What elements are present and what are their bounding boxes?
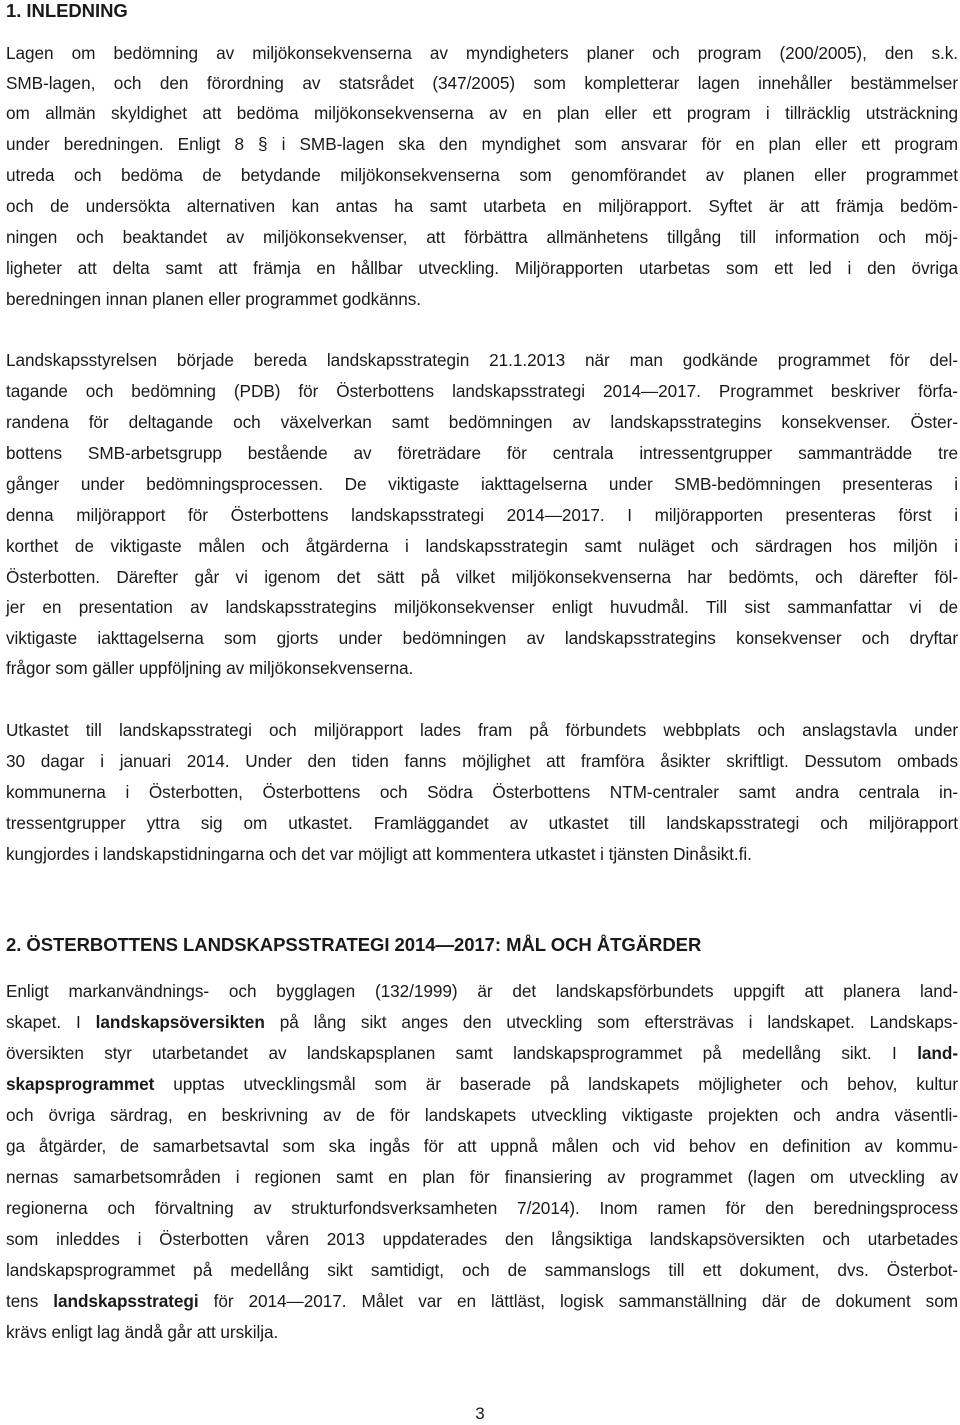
paragraph-4-line-10: landskapsprogrammet på medellång sikt samtidigt, och de sammanslogs till ett dokument, dvs. Österbot- [6,1260,958,1280]
paragraph-4-line-4: skapsprogrammet upptas utvecklingsmål som är baserade på landskapets möjligheter och behov, kultur [6,1074,958,1094]
paragraph-4-line-1: Enligt markanvändnings- och bygglagen (132/1999) är det landskapsförbundets uppgift att planera land- [6,981,958,1001]
paragraph-4-line-6: ga åtgärder, de samarbetsavtal som ska ingås för att uppnå målen och vid behov en definition av kommu- [6,1136,958,1156]
paragraph-3-line-1: Utkastet till landskapsstrategi och miljörapport lades fram på förbundets webbplats och anslagstavla under [6,720,958,740]
paragraph-4-line-12: krävs enligt lag ändå går att urskilja. [6,1322,279,1342]
paragraph-2-line-9: jer en presentation av landskapsstrategins miljökonsekvenser enligt huvudmål. Till sist sammanfattar vi de [6,597,958,617]
paragraph-4-line-2: skapet. I landskapsöversikten på lång sikt anges den utveckling som eftersträvas i landskapet. Landskaps- [6,1012,958,1032]
paragraph-1-line-7: ningen och beaktandet av miljökonsekvenser, att förbättra allmänhetens tillgång till information och möj- [6,227,958,247]
paragraph-2-line-2: tagande och bedömning (PDB) för Österbottens landskapsstrategi 2014—2017. Programmet beskriver förfa- [6,381,958,401]
paragraph-2-line-6: denna miljörapport för Österbottens landskapsstrategi 2014—2017. I miljörapporten presenteras först i [6,505,958,525]
section-heading-1: 1. INLEDNING [6,0,128,21]
paragraph-2-line-3: randena för deltagande och växelverkan samt bedömningen av landskapsstrategins konsekvenser. Öster- [6,412,958,432]
term-landskapsstrategi: landskapsstrategi [53,1291,199,1311]
section-heading-2: 2. ÖSTERBOTTENS LANDSKAPSSTRATEGI 2014—2017: MÅL OCH ÅTGÄRDER [6,934,702,955]
paragraph-3-line-2: 30 dagar i januari 2014. Under den tiden fanns möjlighet att framföra åsikter skriftligt. Dessutom ombads [6,751,958,771]
paragraph-4-line-11: tens landskapsstrategi för 2014—2017. Målet var en lättläst, logisk sammanställning där de dokument som [6,1291,958,1311]
paragraph-4-line-8: regionerna och förvaltning av strukturfondsverksamheten 7/2014). Inom ramen för den beredningsprocess [6,1198,958,1218]
paragraph-1-line-2: SMB-lagen, och den förordning av statsrådet (347/2005) som kompletterar lagen innehåller bestämmelser [6,73,958,93]
paragraph-1-line-5: utreda och bedöma de betydande miljökonsekvenserna som genomförandet av planen eller programmet [6,165,958,185]
page-number: 3 [475,1404,485,1423]
term-landskapsoversikten: landskapsöversikten [95,1012,265,1032]
paragraph-2-line-11: frågor som gäller uppföljning av miljökonsekvenserna. [6,658,414,678]
paragraph-4-line-7: nernas samarbetsområden i regionen samt en plan för finansiering av programmet (lagen om utveckling av [6,1167,958,1187]
paragraph-1-line-1: Lagen om bedömning av miljökonsekvenserna av myndigheters planer och program (200/2005), den s.k. [6,43,958,63]
paragraph-1-line-6: och de undersökta alternativen kan antas ha samt utarbeta en miljörapport. Syftet är att främja bedöm- [6,196,958,216]
paragraph-2-line-1: Landskapsstyrelsen började bereda landskapsstrategin 21.1.2013 när man godkände programmet för del- [6,350,958,370]
paragraph-1-line-3: om allmän skyldighet att bedöma miljökonsekvenserna av en plan eller ett program i tillräcklig utsträckning [6,103,958,123]
paragraph-4-line-9: som inleddes i Österbotten våren 2013 uppdaterades den långsiktiga landskapsöversikten och utarbetades [6,1229,958,1249]
paragraph-1-line-8: ligheter att delta samt att främja en hållbar utveckling. Miljörapporten utarbetas som ett led i den övriga [6,258,958,278]
paragraph-4-line-3: översikten styr utarbetandet av landskapsplanen samt landskapsprogrammet på medellång sikt. I land- [6,1043,958,1063]
paragraph-1-line-9: beredningen innan planen eller programmet godkänns. [6,289,422,309]
paragraph-2-line-8: Österbotten. Därefter går vi igenom det sätt på vilket miljökonsekvenserna har bedömts, och därefter föl- [6,567,958,587]
paragraph-2-line-7: korthet de viktigaste målen och åtgärderna i landskapsstrategin samt nuläget och särdragen hos miljön i [6,536,958,556]
paragraph-2-line-5: gånger under bedömningsprocessen. De viktigaste iakttagelserna under SMB-bedömningen presenteras i [6,474,958,494]
paragraph-2-line-10: viktigaste iakttagelserna som gjorts under bedömningen av landskapsstrategins konsekvenser och dryftar [6,628,958,648]
paragraph-2-line-4: bottens SMB-arbetsgrupp bestående av företrädare för centrala intressentgrupper sammanträdde tre [6,443,958,463]
term-landskapsprogrammet-part-2: skapsprogrammet [6,1074,155,1094]
paragraph-3-line-3: kommunerna i Österbotten, Österbottens och Södra Österbottens NTM-centraler samt andra centrala in- [6,782,958,802]
paragraph-4-line-5: och övriga särdrag, en beskrivning av de för landskapets utveckling viktigaste projekten och andra väsentli- [6,1105,958,1125]
paragraph-3-line-4: tressentgrupper yttra sig om utkastet. Framläggandet av utkastet till landskapsstrategi och miljörapport [6,813,958,833]
paragraph-1-line-4: under beredningen. Enligt 8 § i SMB-lagen ska den myndighet som ansvarar för en plan eller ett program [6,134,958,154]
paragraph-3-line-5: kungjordes i landskapstidningarna och det var möjligt att kommentera utkastet i tjänsten Dinåsikt.fi. [6,844,752,864]
term-landskapsprogrammet-part-1: land- [917,1043,958,1063]
